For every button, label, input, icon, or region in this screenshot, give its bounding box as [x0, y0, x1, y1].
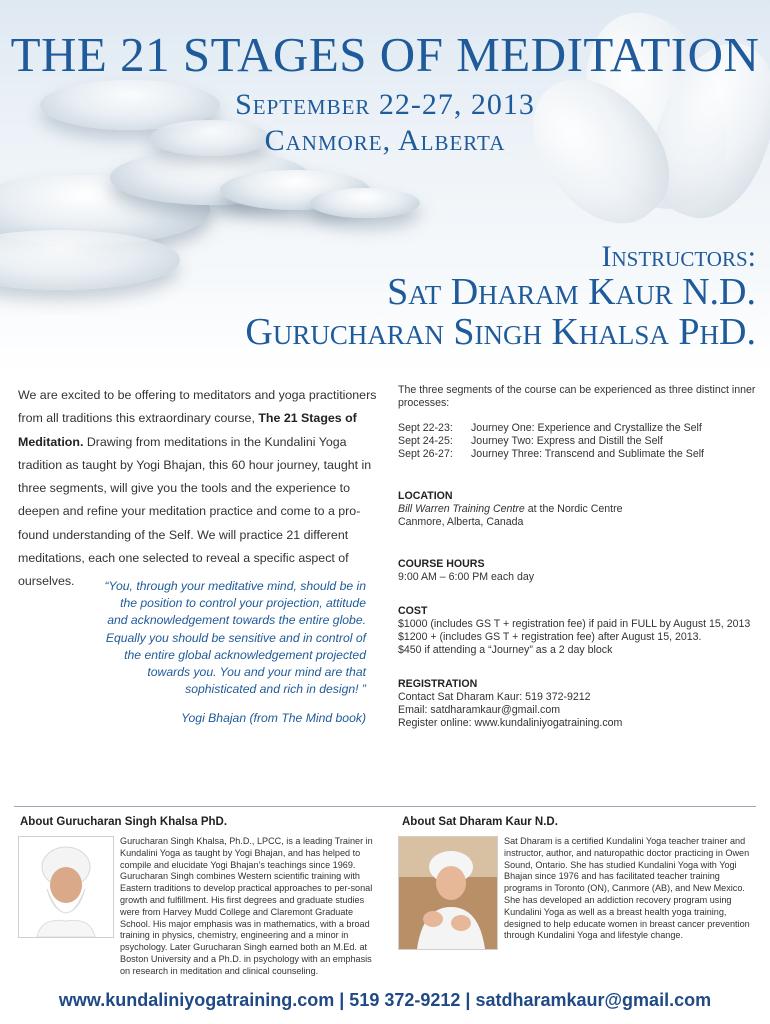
registration-line: Contact Sat Dharam Kaur: 519 372-9212 [398, 691, 591, 703]
cost-heading: COST [398, 605, 428, 617]
divider [14, 806, 756, 807]
segment-label: Journey Two: Express and Distill the Self [471, 435, 663, 447]
segment-row [398, 448, 758, 461]
hours-heading: COURSE HOURS [398, 558, 485, 570]
segment-dates: Sept 22-23: [398, 422, 453, 434]
segment-label: Journey Three: Transcend and Sublimate the Self [471, 448, 705, 460]
venue-name: Bill Warren Training Centre [398, 503, 525, 515]
segments-list [398, 422, 758, 461]
satdharam-bio: Sat Dharam is a certified Kundalini Yoga teacher trainer and instructor, author, and naturopathic doctor practicing in Owen Sound, Ontario. She has studied Kundalini Yoga with Yogi Bhajan since 1976 and has facilitated teacher training programs in Toronto (ON), Canmore (AB), and New Mexico. She has developed an addiction recovery program using Kundalini Yoga as well as a breast health yoga training, designed to help educate women in breast cancer prevention through Kundalini Yoga and lifestyle change. [504, 836, 750, 941]
cost-line: $1200 + (includes GS T + registration fee) after August 15, 2013. [398, 631, 702, 643]
portrait-icon [19, 837, 113, 937]
gurucharan-bio: Gurucharan Singh Khalsa, Ph.D., LPCC, is a leading Trainer in Kundalini Yoga as taught by Yogi Bhajan, and has helped to compile and elucidate Yogi Bhajan’s teachings since 1969. Gurucharan Singh combines Western scientific training with Eastern traditions to develop practical approaches to per-sonal growth and fulfillment. His first degrees and graduate studies were from Harvey Mudd College and Claremont Graduate School. His major emphasis was in mathematics, with a broad training in physics, chemistry, engineering and a minor in psychology. Later Gurucharan Singh earned both an M.Ed. at Boston University and a Ph.D. in psychology with an emphasis on research in meditation and clinical counseling. [120, 836, 373, 976]
intro-paragraph [18, 384, 382, 594]
segment-dates: Sept 24-25: [398, 435, 453, 447]
location-heading: LOCATION [398, 490, 453, 502]
registration-line: Register online: www.kundaliniyogatraining.com [398, 717, 623, 729]
event-location: Canmore, Alberta [264, 124, 506, 157]
quote-source: Yogi Bhajan (from The Mind book) [181, 711, 366, 726]
segment-row [398, 435, 758, 448]
instructors-label: Instructors: [601, 240, 756, 273]
about-satdharam-heading: About Sat Dharam Kaur N.D. [402, 816, 558, 828]
satdharam-photo [398, 836, 498, 950]
location-city: Canmore, Alberta, Canada [398, 516, 524, 528]
gurucharan-photo [18, 836, 114, 938]
cost-line: $1000 (includes GS T + registration fee) if paid in FULL by August 15, 2013 [398, 618, 751, 630]
course-name: The 21 Stages of Meditation. [18, 411, 357, 449]
registration-heading: REGISTRATION [398, 678, 478, 690]
registration-line: Email: satdharamkaur@gmail.com [398, 704, 561, 716]
instructor-name: Gurucharan Singh Khalsa PhD. [245, 311, 756, 353]
location-venue [398, 503, 758, 516]
details-column [398, 384, 758, 730]
stone [310, 188, 420, 218]
segments-intro: The three segments of the course can be experienced as three distinct inner processes: [398, 384, 756, 409]
segment-dates: Sept 26-27: [398, 448, 453, 460]
quote [100, 578, 366, 728]
hours-text: 9:00 AM – 6:00 PM each day [398, 571, 535, 583]
portrait-icon [399, 837, 497, 949]
instructor-name: Sat Dharam Kaur N.D. [387, 271, 756, 313]
about-gurucharan-heading: About Gurucharan Singh Khalsa PhD. [20, 816, 228, 828]
segment-row [398, 422, 758, 435]
cost-line: $450 if attending a “Journey” as a 2 day block [398, 644, 613, 656]
event-dates: September 22-27, 2013 [235, 88, 535, 121]
segment-label: Journey One: Experience and Crystallize the Self [471, 422, 702, 434]
quote-text: “You, through your meditative mind, should be in the position to control your projection, attitude and acknowledgement towards the entire globe. Equally you should be sensitive and in control of the entire global acknowledgement projected towards you. You and your mind are that sophisticated and rich in design! ” [104, 579, 366, 697]
venue-suffix: at the Nordic Centre [524, 503, 623, 515]
footer-contact: www.kundaliniyogatraining.com | 519 372-9212 | satdharamkaur@gmail.com [58, 990, 712, 1010]
intro-text: Drawing from meditations in the Kundalini Yoga tradition as taught by Yogi Bhajan, this 60 hour journey, taught in three segments, will give you the tools and the experience to deepen and refine your meditation practice and come to a pro-found understanding of the Self. We will practice 21 different meditations, each one selected to reveal a specific aspect of ourselves. [18, 434, 372, 589]
hero-banner [0, 0, 770, 372]
intro-text: We are excited to be offering to meditators and yoga practitioners from all traditions this extraordinary course, [18, 388, 377, 426]
page-title: THE 21 STAGES OF MEDITATION [10, 27, 760, 82]
